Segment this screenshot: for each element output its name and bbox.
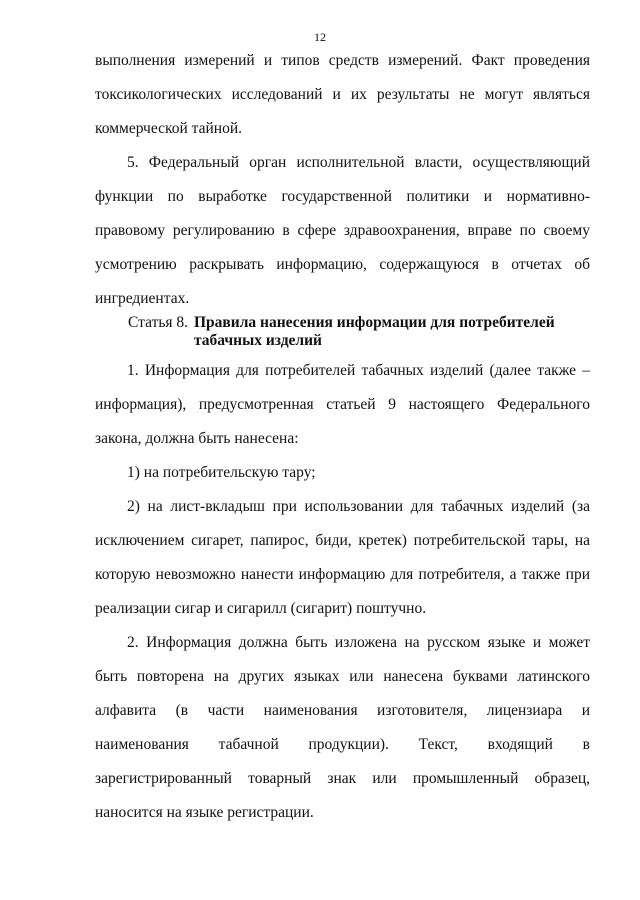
list-item-1: 1) на потребительскую тару; bbox=[127, 464, 316, 481]
article-paragraph-2: 2. Информация должна быть изложена на русском языке и может быть повторена на других языках или нанесена буквами латинского алфавита (в части наименования изготовителя, лицензиара и наименования табачной продукции). Текст, входящий в зарегистрированный товарный знак или промышленный образец, наносится на языке регистрации. bbox=[95, 634, 590, 821]
list-item-1-block bbox=[95, 456, 590, 490]
page-number: 12 bbox=[314, 30, 326, 44]
article-paragraph-2-block bbox=[95, 626, 590, 830]
paragraph-5-block bbox=[95, 146, 590, 316]
article-label: Статья 8. bbox=[128, 314, 189, 331]
list-item-2-block bbox=[95, 490, 590, 626]
list-item-2: 2) на лист-вкладыш при использовании для табачных изделий (за исключением сигарет, папирос, биди, кретек) потребительской тары, на которую невозможно нанести информацию для потребителя, а также при реализации сигар и сигарилл (сигарит) поштучно. bbox=[95, 498, 590, 617]
article-heading bbox=[128, 314, 588, 350]
article-paragraph-1: 1. Информация для потребителей табачных изделий (далее также – информация), предусмотренная статьей 9 настоящего Федерального закона, должна быть нанесена: bbox=[95, 362, 590, 447]
paragraph-continuation-block bbox=[95, 44, 590, 146]
paragraph-continuation: выполнения измерений и типов средств измерений. Факт проведения токсикологических исследований и их результаты не могут являться коммерческой тайной. bbox=[95, 52, 590, 137]
article-title: Правила нанесения информации для потребителей табачных изделий bbox=[194, 314, 555, 349]
paragraph-5: 5. Федеральный орган исполнительной власти, осуществляющий функции по выработке государственной политики и нормативно-правовому регулированию в сфере здравоохранения, вправе по своему усмотрению раскрывать информацию, содержащуюся в отчетах об ингредиентах. bbox=[95, 154, 590, 307]
article-paragraph-1-block bbox=[95, 354, 590, 456]
